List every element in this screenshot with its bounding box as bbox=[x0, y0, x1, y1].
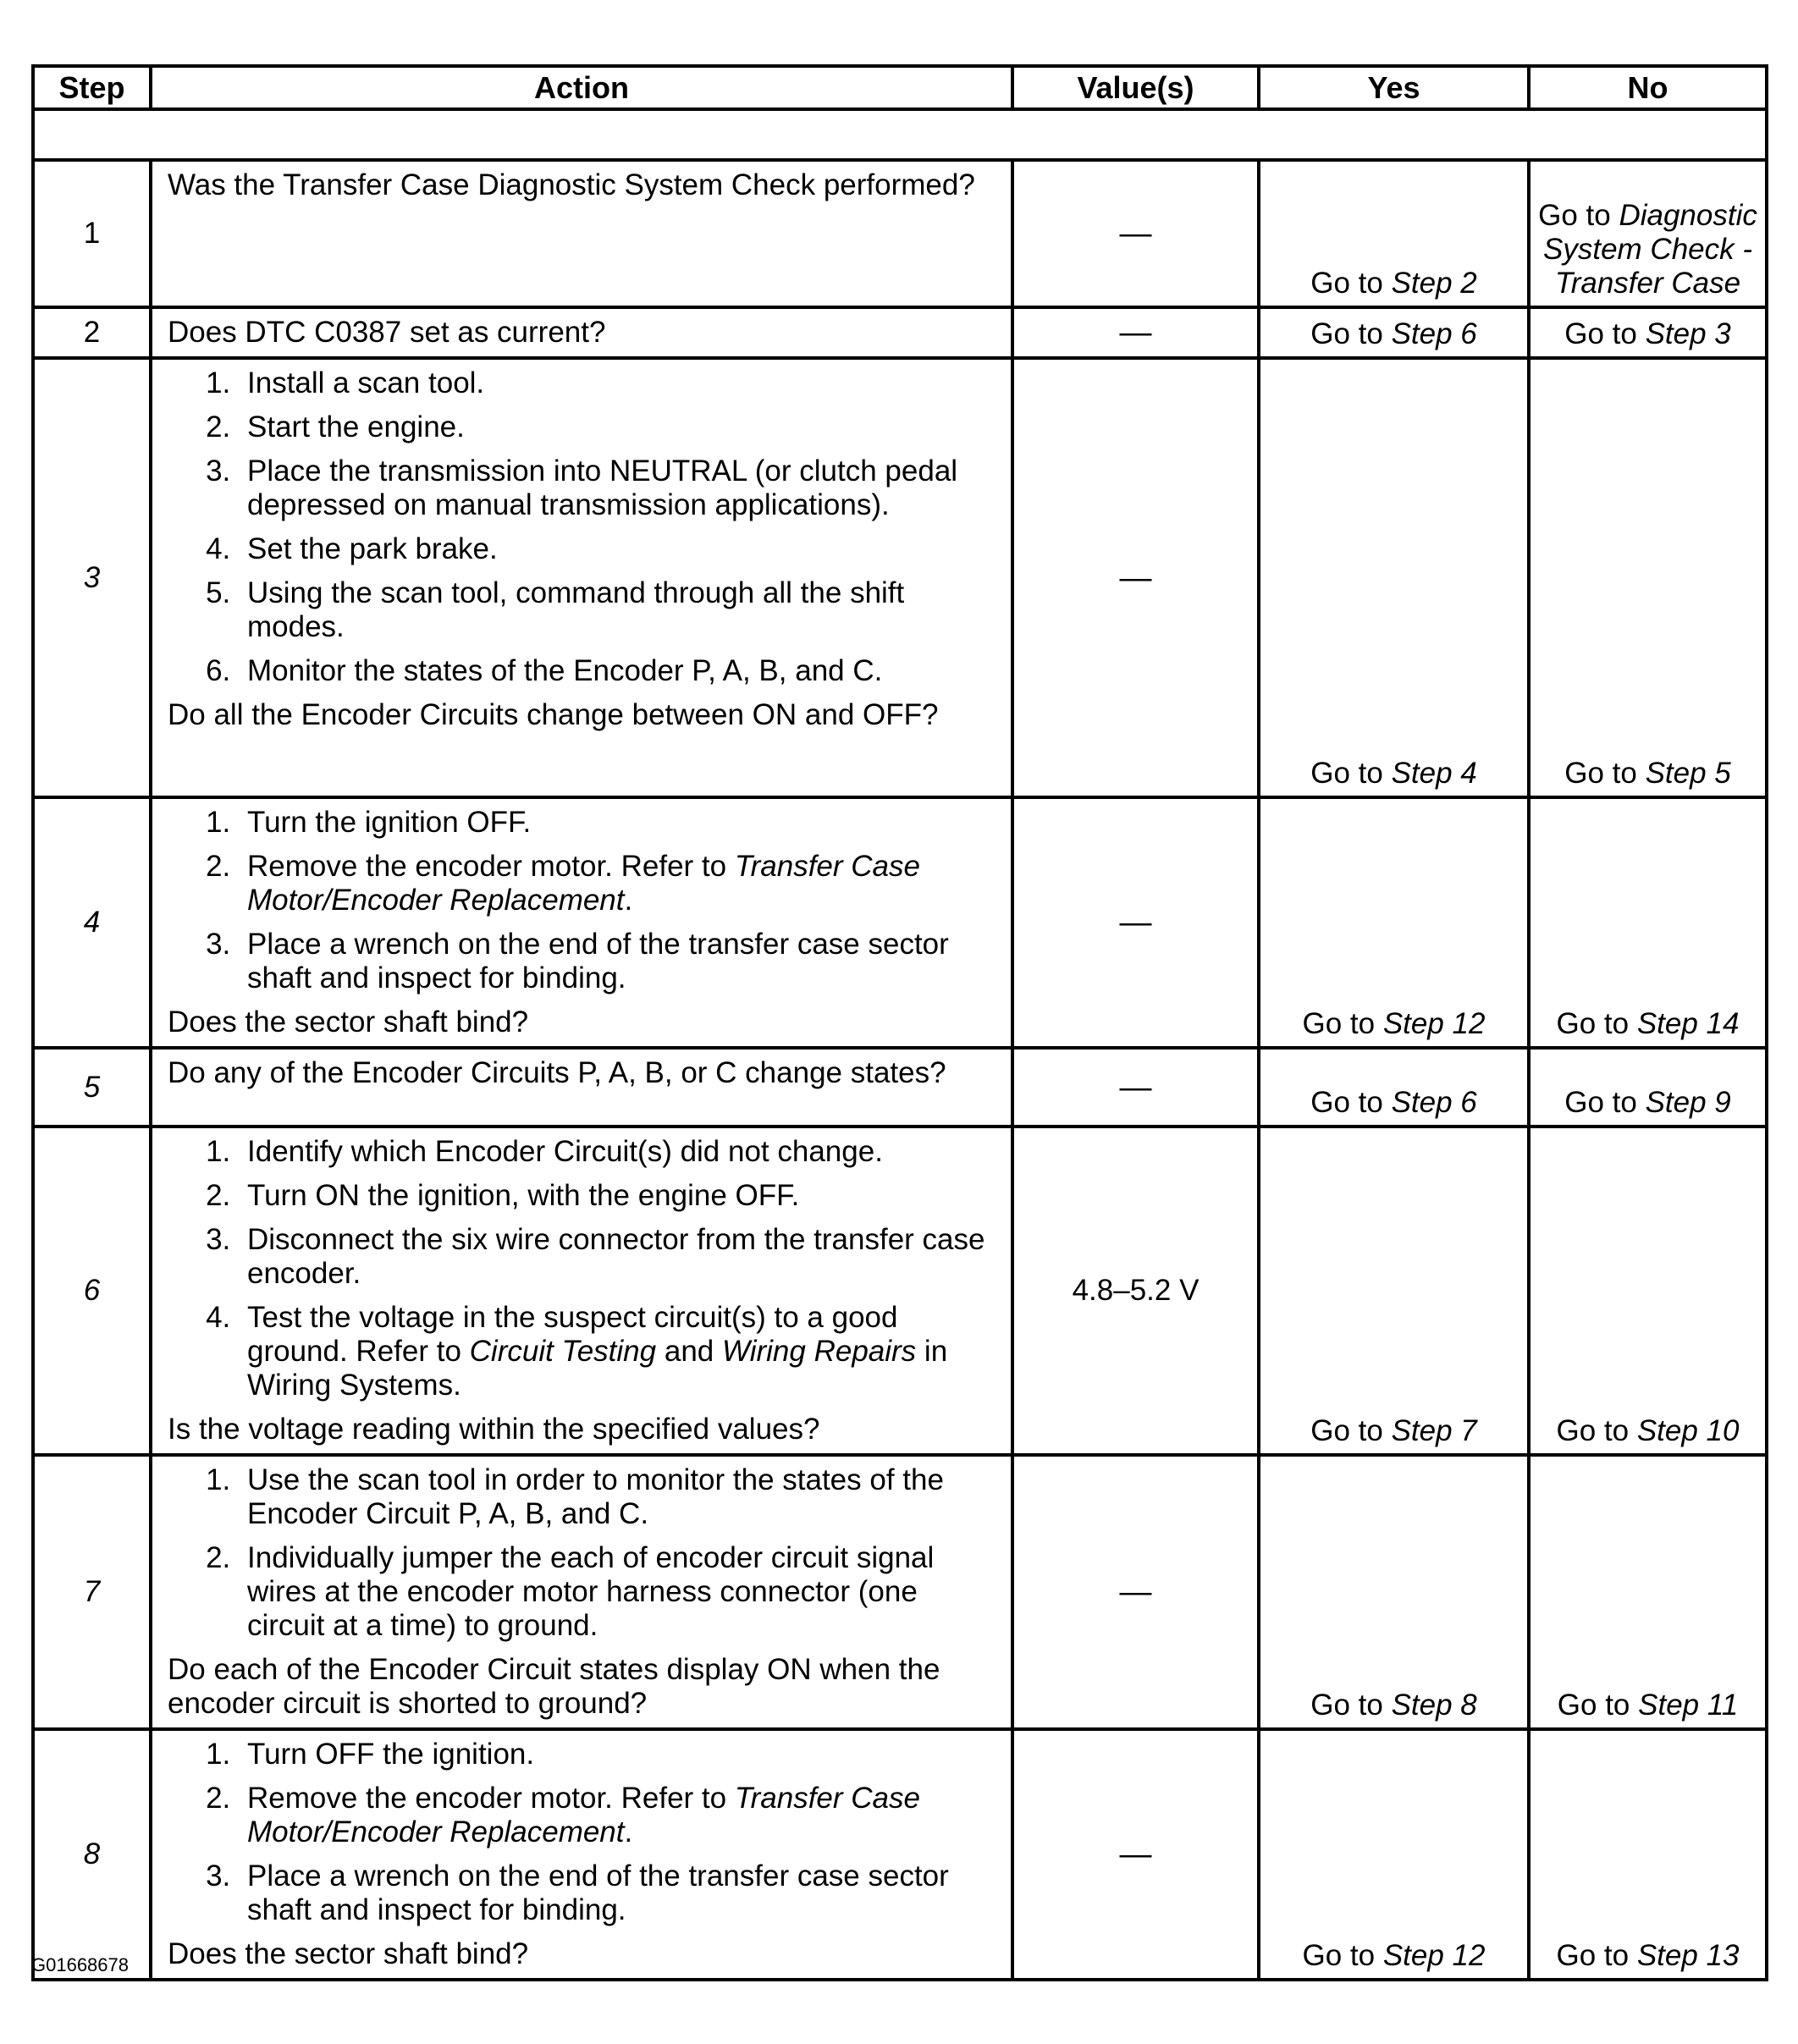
goto-prefix: Go to bbox=[1310, 1689, 1392, 1722]
goto-prefix: Go to bbox=[1564, 757, 1646, 790]
action-step bbox=[239, 1782, 999, 1849]
action-question: Do each of the Encoder Circuit states display ON when the encoder circuit is shorted to ground? bbox=[168, 1653, 940, 1720]
goto-link[interactable]: Step 12 bbox=[1382, 1007, 1486, 1040]
goto-link[interactable]: Step 10 bbox=[1636, 1414, 1740, 1447]
yes-cell bbox=[1259, 1729, 1529, 1980]
no-goto-text bbox=[1557, 1414, 1740, 1447]
goto-prefix: Go to bbox=[1557, 1689, 1639, 1722]
step-number: 1 bbox=[33, 160, 151, 307]
action-step bbox=[239, 1301, 999, 1402]
goto-link[interactable]: Diagnostic System Check - Transfer Case bbox=[1543, 199, 1757, 300]
diagnostic-table bbox=[31, 64, 1768, 1981]
action-cell bbox=[151, 160, 1012, 307]
goto-link[interactable]: Step 13 bbox=[1636, 1939, 1740, 1972]
no-goto-text bbox=[1558, 1689, 1738, 1722]
table-row bbox=[33, 797, 1767, 1048]
step-text: Disconnect the six wire connector from the transfer case encoder. bbox=[247, 1223, 985, 1290]
action-step bbox=[239, 455, 999, 522]
no-goto-text bbox=[1538, 199, 1757, 300]
yes-cell bbox=[1259, 797, 1529, 1048]
reference-text: Transfer Case Motor/Encoder Replacement bbox=[247, 1782, 920, 1848]
goto-link[interactable]: Step 3 bbox=[1645, 317, 1731, 350]
step-text: Identify which Encoder Circuit(s) did not change. bbox=[247, 1135, 883, 1168]
step-text: . bbox=[624, 1815, 633, 1848]
goto-prefix: Go to bbox=[1302, 1007, 1383, 1040]
reference-text: Transfer Case Motor/Encoder Replacement bbox=[247, 850, 920, 917]
blank-row bbox=[33, 109, 1767, 160]
step-text: Turn ON the ignition, with the engine OFF. bbox=[247, 1179, 800, 1212]
reference-text: Circuit Testing bbox=[469, 1335, 657, 1368]
table-row bbox=[33, 1455, 1767, 1729]
action-step bbox=[239, 366, 999, 400]
action-cell bbox=[151, 1455, 1012, 1729]
action-steps-list bbox=[168, 806, 999, 995]
action-step bbox=[239, 850, 999, 917]
action-step bbox=[239, 1223, 999, 1291]
goto-prefix: Go to bbox=[1310, 757, 1392, 790]
goto-link[interactable]: Step 14 bbox=[1636, 1007, 1740, 1040]
header-row bbox=[33, 66, 1767, 109]
goto-prefix: Go to bbox=[1564, 1086, 1646, 1119]
step-text: Set the park brake. bbox=[247, 532, 498, 565]
header-values: Value(s) bbox=[1012, 66, 1259, 109]
yes-goto-text bbox=[1310, 1689, 1477, 1722]
no-goto-text bbox=[1564, 1086, 1731, 1119]
action-step bbox=[239, 806, 999, 840]
action-cell bbox=[151, 1048, 1012, 1127]
goto-link[interactable]: Step 7 bbox=[1391, 1414, 1477, 1447]
step-text: Install a scan tool. bbox=[247, 366, 485, 399]
action-step bbox=[239, 928, 999, 995]
step-number: 6 bbox=[33, 1127, 151, 1455]
action-step bbox=[239, 1135, 999, 1169]
goto-prefix: Go to bbox=[1538, 199, 1619, 232]
no-goto-text bbox=[1557, 1939, 1740, 1972]
action-steps-list bbox=[168, 1738, 999, 1927]
table-row bbox=[33, 1127, 1767, 1455]
goto-link[interactable]: Step 11 bbox=[1638, 1689, 1739, 1722]
table-row bbox=[33, 1729, 1767, 1980]
yes-goto-text bbox=[1303, 1007, 1486, 1040]
reference-text: Wiring Repairs bbox=[721, 1335, 917, 1368]
goto-prefix: Go to bbox=[1310, 1414, 1392, 1447]
header-yes: Yes bbox=[1259, 66, 1529, 109]
step-text: Remove the encoder motor. Refer to bbox=[247, 850, 735, 883]
goto-prefix: Go to bbox=[1310, 1086, 1392, 1119]
action-step bbox=[239, 1859, 999, 1927]
no-cell bbox=[1529, 1455, 1767, 1729]
no-cell bbox=[1529, 1127, 1767, 1455]
yes-goto-text bbox=[1310, 1086, 1477, 1119]
yes-cell bbox=[1259, 1127, 1529, 1455]
action-cell bbox=[151, 358, 1012, 797]
step-text: Remove the encoder motor. Refer to bbox=[247, 1782, 735, 1815]
step-number: 2 bbox=[33, 307, 151, 358]
table-body bbox=[33, 109, 1767, 1980]
goto-link[interactable]: Step 2 bbox=[1391, 267, 1477, 300]
value-cell: — bbox=[1012, 358, 1259, 797]
no-cell bbox=[1529, 1048, 1767, 1127]
goto-prefix: Go to bbox=[1556, 1007, 1637, 1040]
action-cell bbox=[151, 1127, 1012, 1455]
yes-goto-text bbox=[1310, 757, 1477, 790]
yes-cell bbox=[1259, 1455, 1529, 1729]
action-step bbox=[239, 1738, 999, 1771]
header-step: Step bbox=[33, 66, 151, 109]
goto-prefix: Go to bbox=[1302, 1939, 1383, 1972]
step-text: Using the scan tool, command through all the shift modes. bbox=[247, 576, 905, 643]
step-number: 3 bbox=[33, 358, 151, 797]
yes-goto-text bbox=[1303, 1939, 1486, 1972]
action-question: Is the voltage reading within the specified values? bbox=[168, 1413, 820, 1446]
goto-link[interactable]: Step 6 bbox=[1391, 1086, 1477, 1119]
action-step bbox=[239, 532, 999, 566]
action-question: Does the sector shaft bind? bbox=[168, 1005, 529, 1039]
goto-link[interactable]: Step 8 bbox=[1391, 1689, 1477, 1722]
header-action: Action bbox=[151, 66, 1012, 109]
table-row bbox=[33, 160, 1767, 307]
action-question: Does the sector shaft bind? bbox=[168, 1937, 529, 1970]
step-text: Test the voltage in the suspect circuit(s) to a good ground. Refer to bbox=[247, 1301, 898, 1368]
yes-cell bbox=[1259, 160, 1529, 307]
action-step bbox=[239, 1463, 999, 1531]
goto-prefix: Go to bbox=[1556, 1414, 1637, 1447]
value-cell: — bbox=[1012, 1048, 1259, 1127]
yes-goto-text bbox=[1310, 317, 1477, 350]
action-step bbox=[239, 1541, 999, 1643]
action-step bbox=[239, 576, 999, 644]
value-cell: — bbox=[1012, 307, 1259, 358]
table-row bbox=[33, 1048, 1767, 1127]
action-steps-list bbox=[168, 366, 999, 688]
no-goto-text bbox=[1564, 757, 1731, 790]
no-goto-text bbox=[1564, 317, 1731, 350]
step-text: Start the engine. bbox=[247, 410, 465, 444]
step-text: . bbox=[624, 884, 633, 917]
action-question: Was the Transfer Case Diagnostic System Check performed? bbox=[168, 168, 975, 201]
action-cell bbox=[151, 1729, 1012, 1980]
goto-prefix: Go to bbox=[1564, 317, 1646, 350]
step-text: Individually jumper the each of encoder circuit signal wires at the encoder motor harness connector (one circuit at a time) to ground. bbox=[247, 1541, 935, 1642]
step-text: Place a wrench on the end of the transfer case sector shaft and inspect for binding. bbox=[247, 928, 949, 994]
action-question: Do all the Encoder Circuits change between ON and OFF? bbox=[168, 698, 939, 731]
table-row bbox=[33, 307, 1767, 358]
goto-link[interactable]: Step 12 bbox=[1382, 1939, 1486, 1972]
step-text: Place the transmission into NEUTRAL (or clutch pedal depressed on manual transmission applications). bbox=[247, 455, 958, 521]
step-number: 5 bbox=[33, 1048, 151, 1127]
goto-prefix: Go to bbox=[1310, 267, 1392, 300]
table-row bbox=[33, 358, 1767, 797]
yes-cell bbox=[1259, 1048, 1529, 1127]
no-cell bbox=[1529, 160, 1767, 307]
action-cell bbox=[151, 797, 1012, 1048]
step-text: in Wiring Systems. bbox=[247, 1335, 948, 1402]
action-steps-list bbox=[168, 1463, 999, 1643]
figure-id: G01668678 bbox=[31, 1954, 129, 1975]
goto-prefix: Go to bbox=[1556, 1939, 1637, 1972]
goto-prefix: Go to bbox=[1310, 317, 1392, 350]
value-cell: — bbox=[1012, 1729, 1259, 1980]
step-text: Use the scan tool in order to monitor the states of the Encoder Circuit P, A, B, and C. bbox=[247, 1463, 944, 1530]
value-cell: — bbox=[1012, 160, 1259, 307]
step-text: Monitor the states of the Encoder P, A, B, and C. bbox=[247, 654, 883, 687]
action-steps-list bbox=[168, 1135, 999, 1402]
action-step bbox=[239, 410, 999, 444]
no-cell bbox=[1529, 1729, 1767, 1980]
no-cell bbox=[1529, 358, 1767, 797]
no-goto-text bbox=[1557, 1007, 1740, 1040]
goto-link[interactable]: Step 9 bbox=[1645, 1086, 1731, 1119]
action-cell bbox=[151, 307, 1012, 358]
yes-goto-text bbox=[1310, 1414, 1477, 1447]
step-number: 7 bbox=[33, 1455, 151, 1729]
goto-link[interactable]: Step 4 bbox=[1391, 757, 1477, 790]
no-cell bbox=[1529, 797, 1767, 1048]
action-question: Do any of the Encoder Circuits P, A, B, or C change states? bbox=[168, 1056, 946, 1089]
no-cell bbox=[1529, 307, 1767, 358]
yes-cell bbox=[1259, 307, 1529, 358]
value-cell: — bbox=[1012, 797, 1259, 1048]
action-question: Does DTC C0387 set as current? bbox=[168, 316, 606, 349]
step-text: Place a wrench on the end of the transfer case sector shaft and inspect for binding. bbox=[247, 1859, 949, 1926]
step-text: and bbox=[656, 1335, 722, 1368]
step-text: Turn OFF the ignition. bbox=[247, 1738, 535, 1771]
value-cell: — bbox=[1012, 1455, 1259, 1729]
header-no: No bbox=[1529, 66, 1767, 109]
step-number: 8 bbox=[33, 1729, 151, 1980]
action-step bbox=[239, 1179, 999, 1213]
step-number: 4 bbox=[33, 797, 151, 1048]
value-cell: 4.8–5.2 V bbox=[1012, 1127, 1259, 1455]
action-step bbox=[239, 654, 999, 688]
blank-cell bbox=[33, 109, 1767, 160]
goto-link[interactable]: Step 6 bbox=[1391, 317, 1477, 350]
yes-goto-text bbox=[1310, 267, 1477, 300]
step-text: Turn the ignition OFF. bbox=[247, 806, 532, 839]
goto-link[interactable]: Step 5 bbox=[1645, 757, 1731, 790]
yes-cell bbox=[1259, 358, 1529, 797]
